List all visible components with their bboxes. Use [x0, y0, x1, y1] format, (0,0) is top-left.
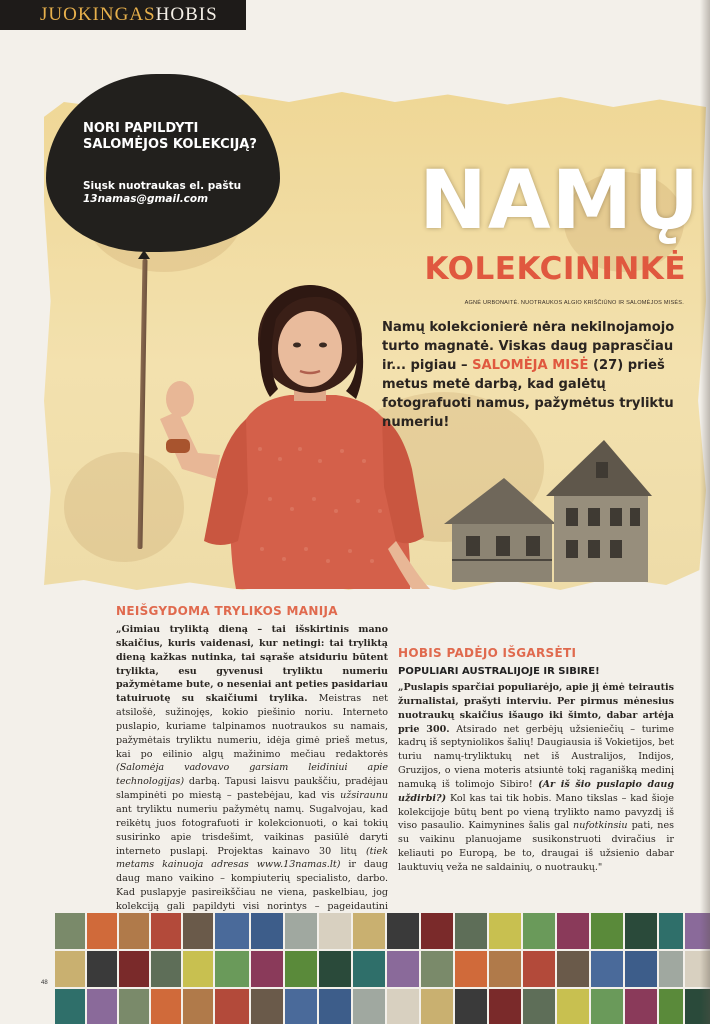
interviewer-question: (Ar iš šio puslapio daug uždirbi?): [398, 778, 675, 804]
lead-person-name: SALOMĖJA MISĖ: [472, 358, 589, 373]
section-tag: [0, 0, 246, 30]
house-thumbnail: [420, 988, 454, 1024]
house-thumbnail: [420, 950, 454, 988]
house-thumbnail: [454, 950, 488, 988]
house-thumbnail: [522, 988, 556, 1024]
article-title: NAMŲ: [419, 154, 700, 248]
body-text: pati, nes su vaikinu planuojame susikonstruoti dviračius ir keliauti po Europą, be to, draugai iš užsienio dabar lauktuvių veža ne saldainių, o nuotraukų.": [398, 820, 674, 873]
page-number: 48: [41, 980, 48, 986]
lead-text-after: (27) prieš metus metė darbą, kad galėtų fotografuoti namus, pažymėtus tryliktu numeriu!: [382, 358, 674, 430]
article-column-2: [398, 646, 674, 875]
house-thumbnail: [86, 988, 118, 1024]
house-thumbnail: [624, 988, 658, 1024]
body-italic: užsiraunu: [340, 790, 388, 802]
hero-photo: [44, 74, 706, 590]
house-thumbnail: [54, 950, 86, 988]
lead-text-before: Namų kolekcionierė nėra nekilnojamojo turto magnatė. Viskas daug paprasčiau ir... pigiau –: [382, 320, 675, 373]
house-thumbnail: [214, 912, 250, 950]
house-thumbnail: [522, 912, 556, 950]
house-thumbnail: [352, 988, 386, 1024]
house-thumbnail: [318, 988, 352, 1024]
quote-bold: „Puslapis sparčiai populiarėjo, apie jį ėmė teirautis žurnalistai, prašyti interviu. Per pirmus mėnesius nuotraukų skaičius išaugo iki šimto, dabar artėja prie 300.: [398, 682, 674, 735]
house-thumbnail: [214, 950, 250, 988]
house-thumbnail: [118, 988, 150, 1024]
house-thumbnail: [658, 950, 684, 988]
body-text: ir daug daug mano vaikino – kompiuterių specialisto, darbo. Kad puslapyje pasireikščiau ne viena, paskelbiau, jog kolekciją gali papildyti visi norintys – pageidautini: [116, 859, 388, 912]
house-thumbnail: [182, 988, 214, 1024]
body-italic: (Salomėja vadovavo garsiam leidiniui apie technologijas): [116, 762, 388, 788]
house-thumbnail: [658, 912, 684, 950]
house-thumbnail: [318, 912, 352, 950]
house-thumbnail: [54, 912, 86, 950]
balloon-instruction: Siųsk nuotraukas el. paštu: [83, 180, 242, 192]
house-thumbnail: [624, 912, 658, 950]
house-thumbnail: [556, 988, 590, 1024]
house-thumbnail: [250, 912, 284, 950]
body-text: Meistras net atsilošė, sužinojęs, kokio piešinio noriu. Interneto puslapio, kuriame talpinamos nuotraukos su namais, pažymėtais tryliktu numeriu, idėja gimė prieš metus, kai po eilinio algų mažinimo mečiau redaktorės: [116, 693, 388, 760]
house-thumbnail: [150, 950, 182, 988]
body-italic: (tiek metams kainuoja adresas www.13namas.lt): [116, 845, 388, 871]
house-thumbnail: [284, 912, 318, 950]
house-thumbnail: [284, 950, 318, 988]
page-fold-shadow: [700, 0, 710, 1024]
section-tag-text: [40, 4, 218, 26]
house-thumbnail: [150, 912, 182, 950]
house-thumbnail: [86, 950, 118, 988]
body-text: Atsirado net gerbėjų užsieniečių – turime kadrų iš septyniolikos šalių! Daugiausia iš Vokietijos, bet turiu namų-tryliktukų net iš Australijos, Indijos, Gruzijos, o viena moteris atsiuntė tokį raganišką medinį namuką iš tolimojo Sibiro!: [398, 723, 675, 790]
body-paragraph-2: [398, 681, 674, 875]
house-thumbnail: [624, 950, 658, 988]
house-thumbnail: [386, 950, 420, 988]
author-credit: AGNĖ URBONAITĖ. NUOTRAUKOS ALGIO KRIŠČIŪNO IR SALOMĖJOS MISĖS.: [464, 300, 684, 306]
body-text: Kol kas tai tik hobis. Mano tikslas – kad šioje kolekcijoje būtų bent po vieną tryliktо namo pavyzdį iš viso pasaulio. Kaimynines šalis gal: [398, 792, 674, 832]
house-thumbnail: [590, 912, 624, 950]
section-tag-part2: HOBIS: [155, 4, 218, 25]
house-thumbnail: [488, 950, 522, 988]
house-thumbnail: [182, 912, 214, 950]
house-thumbnail: [250, 950, 284, 988]
body-text: ant tryliktu numeriu pažymėtų namų. Sugalvojau, kad reikėtų juos fotografuoti ir kolekcionuoti, o kai tokių susirinko apie trisdešimt, vaikinas pasiūlė daryti interneto puslapį. Projektas kainavo 30 litų: [116, 803, 388, 857]
article-subtitle: KOLEKCININKĖ: [424, 251, 686, 287]
section-tag-part1: JUOKINGAS: [40, 4, 156, 25]
article-column-1: [116, 604, 388, 941]
body-text: darbą. Tapusi laisvu paukščiu, pradėjau slampinėti po miestą – pastebėjau, kad vis: [116, 776, 388, 802]
house-thumbnail: [284, 988, 318, 1024]
house-thumbnail: [214, 988, 250, 1024]
house-thumbnail: [386, 988, 420, 1024]
house-thumbnail: [420, 912, 454, 950]
house-thumbnail: [488, 988, 522, 1024]
balloon-heading: NORI PAPILDYTI SALOMĖJOS KOLEKCIJĄ?: [83, 121, 257, 152]
balloon-email: 13namas@gmail.com: [83, 193, 209, 205]
house-thumbnail: [250, 988, 284, 1024]
house-thumbnail: [352, 950, 386, 988]
section-heading-1: NEIŠGYDOMA TRYLIKOS MANIJA: [116, 604, 338, 618]
house-thumbnail: [386, 912, 420, 950]
lead-paragraph: [382, 318, 682, 432]
house-thumbnail: [54, 988, 86, 1024]
quote-bold: „Gimiau tryliktą dieną – tai išskirtinis mano skaičius, kuris vaidenasi, kur netingi: tai tryliktą dieną kažkas nutinka, tai sąraše atsiduriu būtent trylikta, esu gyvenusi tryliktu numeriu pažymėtame bute, o neseniai ant peties pasidariau tatuiruotę su skaičiumi trylika.: [116, 624, 388, 705]
section-subheading-2: POPULIARI AUSTRALIJOJE IR SIBIRE!: [398, 666, 600, 677]
house-photo-mosaic: [54, 912, 710, 1024]
body-paragraph-1: [116, 623, 388, 941]
house-thumbnail: [150, 988, 182, 1024]
balloon-knot: [138, 250, 150, 259]
house-thumbnail: [590, 950, 624, 988]
house-thumbnail: [454, 912, 488, 950]
house-thumbnail: [556, 912, 590, 950]
section-heading-2: HOBIS PADĖJO IŠGARSĖTI: [398, 646, 577, 660]
house-thumbnail: [352, 912, 386, 950]
house-thumbnail: [522, 950, 556, 988]
house-thumbnail: [182, 950, 214, 988]
old-house-photo: [438, 432, 668, 582]
house-thumbnail: [118, 950, 150, 988]
house-thumbnail: [86, 912, 118, 950]
house-thumbnail: [118, 912, 150, 950]
balloon-text: [83, 180, 263, 206]
house-thumbnail: [556, 950, 590, 988]
house-thumbnail: [488, 912, 522, 950]
house-thumbnail: [454, 988, 488, 1024]
house-thumbnail: [318, 950, 352, 988]
body-italic: nufotkinsiu: [573, 820, 628, 832]
house-thumbnail: [590, 988, 624, 1024]
house-thumbnail: [658, 988, 684, 1024]
